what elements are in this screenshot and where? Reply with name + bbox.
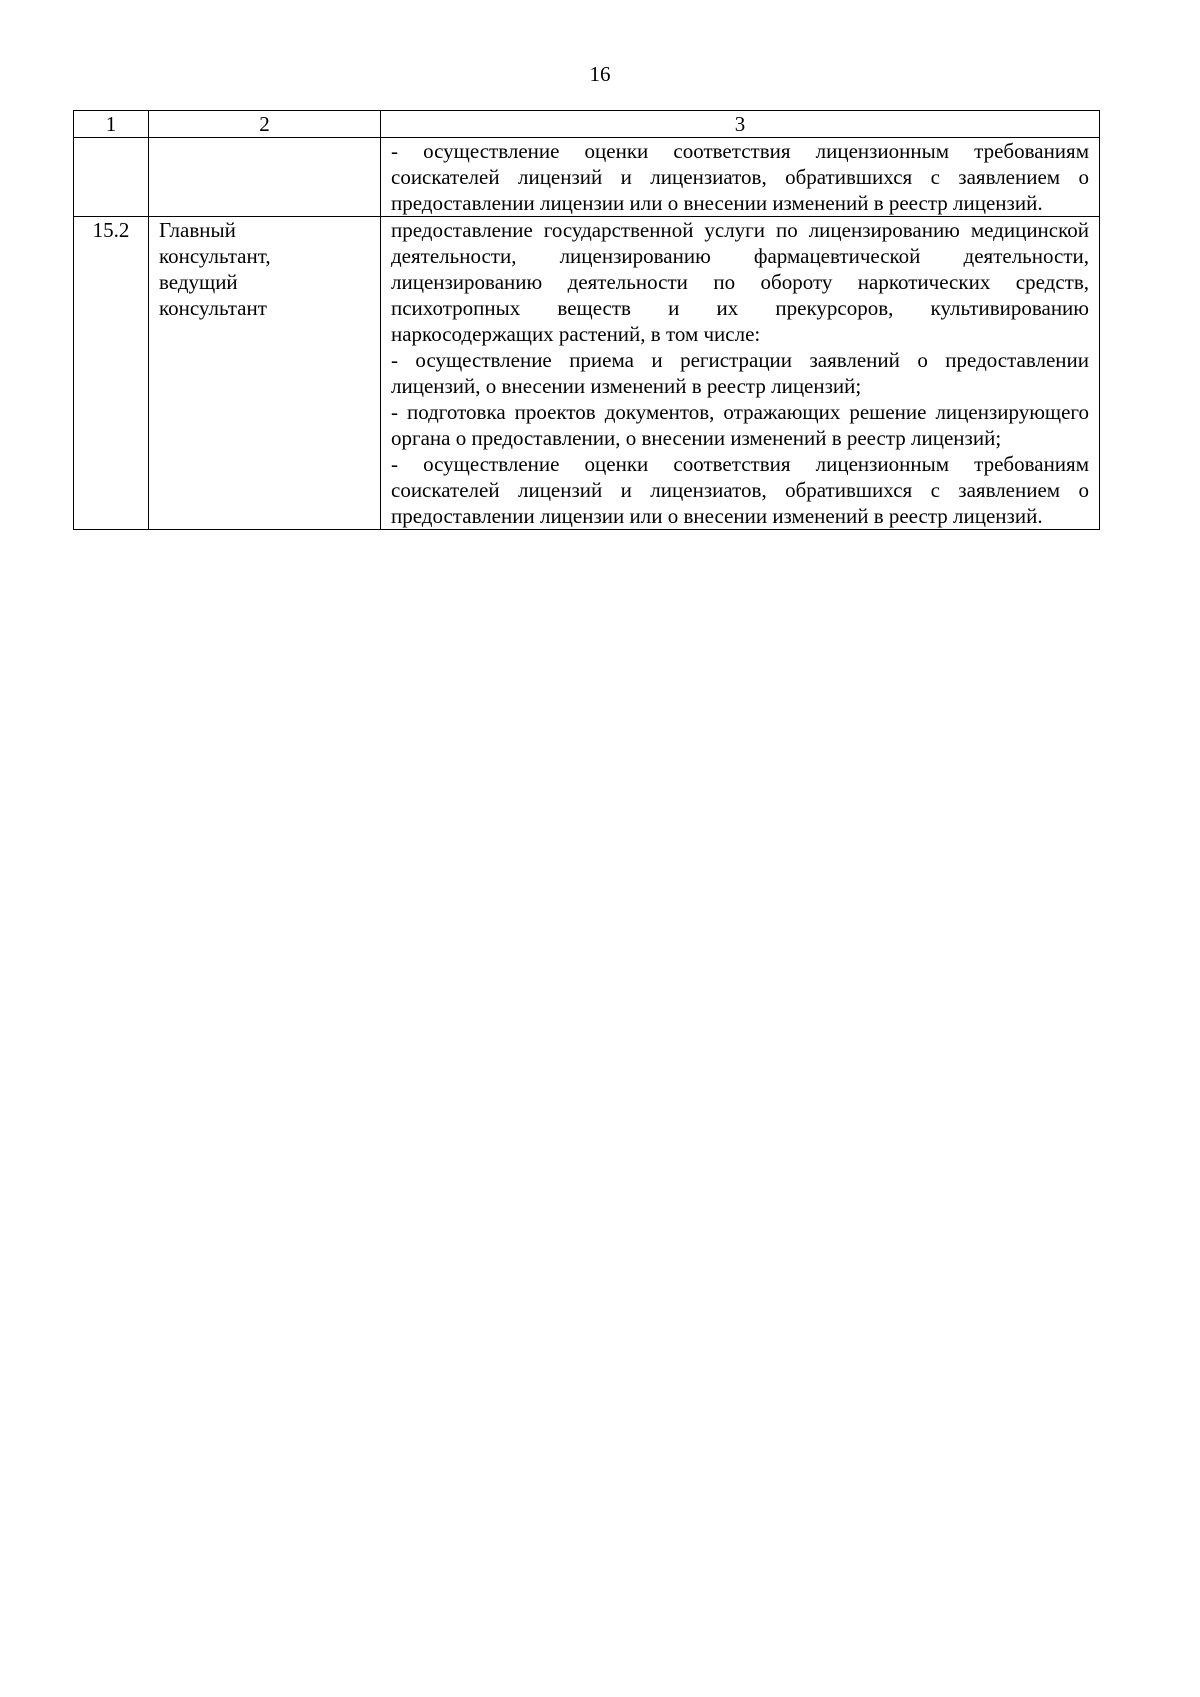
position-title: [149, 217, 381, 530]
duty-item: - осуществление приема и регистрации заявлений о предоставлении лицензий, о внесении изменений в реестр лицензий;: [391, 348, 1089, 398]
duties-cell: [381, 217, 1100, 530]
position-line: консультант: [159, 296, 267, 320]
table-row: [74, 138, 1100, 217]
row-number: [74, 138, 149, 217]
duty-item: - подготовка проектов документов, отражающих решение лицензирующего органа о предоставлении, о внесении изменений в реестр лицензий;: [391, 400, 1089, 450]
position-line: Главный: [159, 218, 236, 242]
row-number: 15.2: [74, 217, 149, 530]
header-col-3: 3: [381, 111, 1100, 138]
header-col-2: 2: [149, 111, 381, 138]
table-header-row: [74, 111, 1100, 138]
position-title: [149, 138, 381, 217]
position-line: ведущий: [159, 270, 238, 294]
duties-cell: [381, 138, 1100, 217]
duty-item: - осуществление оценки соответствия лицензионным требованиям соискателей лицензий и лицензиатов, обратившихся с заявлением о предоставлении лицензии или о внесении изменений в реестр лицензий.: [391, 139, 1089, 215]
duty-item: - осуществление оценки соответствия лицензионным требованиям соискателей лицензий и лицензиатов, обратившихся с заявлением о предоставлении лицензии или о внесении изменений в реестр лицензий.: [391, 452, 1089, 528]
header-col-1: 1: [74, 111, 149, 138]
position-line: консультант,: [159, 244, 271, 268]
page-number: 16: [589, 62, 611, 86]
table-row: [74, 217, 1100, 530]
duty-item: предоставление государственной услуги по лицензированию медицинской деятельности, лицензированию фармацевтической деятельности, лицензированию деятельности по обороту наркотических средств, психотропных веществ и их прекурсоров, культивированию наркосодержащих растений, в том числе:: [391, 218, 1089, 346]
duties-table: [73, 110, 1100, 530]
